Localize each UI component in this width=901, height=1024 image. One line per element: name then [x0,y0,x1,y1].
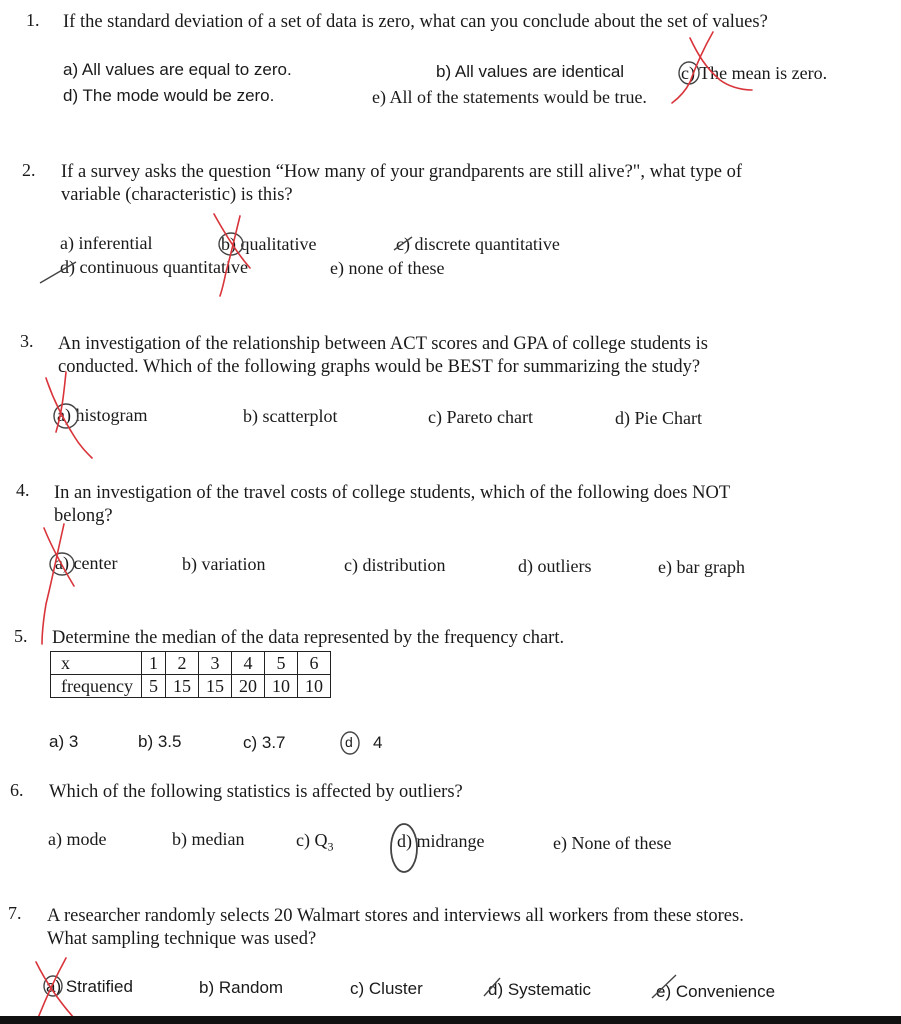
option-e[interactable]: e) none of these [330,258,445,278]
option-c[interactable]: c) distribution [344,555,446,575]
frequency-table [50,651,331,698]
option-c-prefix: c) Q [296,830,328,850]
question-number: 5. [14,626,28,646]
option-d-value[interactable]: 4 [373,733,383,752]
table-cell-label: x [51,652,142,675]
option-d[interactable]: d) Systematic [488,980,591,999]
option-c[interactable] [296,830,333,855]
bottom-edge-bar [0,1016,901,1024]
red-x-q2 [214,214,250,296]
option-d[interactable]: d) continuous quantitative [60,257,248,277]
table-cell-label: frequency [51,675,142,698]
option-d[interactable]: d) Pie Chart [615,408,702,428]
option-e[interactable]: e) bar graph [658,557,745,577]
option-b[interactable]: b) variation [182,554,266,574]
option-c-subscript: 3 [327,839,334,854]
option-c[interactable]: c) The mean is zero. [681,63,828,83]
question-number: 1. [26,10,40,30]
option-e[interactable]: e) All of the statements would be true. [372,87,647,107]
option-a[interactable]: a) center [55,553,118,573]
option-d[interactable]: d) midrange [397,831,485,851]
question-text-line-1: An investigation of the relationship between ACT scores and GPA of college students is [58,334,708,354]
option-c[interactable]: c) 3.7 [243,733,286,752]
table-cell: 10 [297,675,330,698]
question-number: 3. [20,331,34,351]
option-a[interactable]: a) histogram [57,405,148,425]
question-number: 4. [16,480,30,500]
option-a[interactable]: a) inferential [60,233,153,253]
question-text-line-1: If a survey asks the question “How many of your grandparents are still alive?", what type of [61,162,743,182]
table-cell: 10 [264,675,297,698]
option-d[interactable]: d) outliers [518,556,592,576]
table-cell: 2 [165,652,198,675]
question-number: 6. [10,780,24,800]
question-text-line-2: conducted. Which of the following graphs would be BEST for summarizing the study? [58,357,701,377]
option-c[interactable]: c) Cluster [350,979,423,998]
option-a[interactable]: a) Stratified [46,977,133,996]
option-b[interactable]: b) scatterplot [243,406,338,426]
table-cell: 5 [141,675,165,698]
table-cell: 4 [231,652,264,675]
table-cell: 3 [198,652,231,675]
option-d[interactable]: d) The mode would be zero. [63,86,275,105]
question-text-line-2: belong? [54,506,113,526]
option-d-letter[interactable]: d [345,734,353,750]
option-a[interactable]: a) 3 [49,732,79,751]
table-cell: 1 [141,652,165,675]
table-row-frequency [51,675,331,698]
red-x-q4 [42,524,74,644]
table-cell: 20 [231,675,264,698]
option-e[interactable]: e) None of these [553,833,672,853]
question-text: Determine the median of the data represented by the frequency chart. [52,628,565,648]
option-b[interactable]: b) median [172,829,245,849]
option-a[interactable]: a) All values are equal to zero. [63,60,292,79]
table-cell: 5 [264,652,297,675]
question-text-line-1: In an investigation of the travel costs of college students, which of the following does NOT [54,483,731,503]
question-text-line-2: variable (characteristic) is this? [61,185,293,205]
option-b[interactable]: b) qualitative [221,234,317,254]
table-cell: 6 [297,652,330,675]
question-text-line-2: What sampling technique was used? [47,929,317,949]
question-text-line-1: A researcher randomly selects 20 Walmart stores and interviews all workers from these stores. [47,906,744,926]
option-b[interactable]: b) All values are identical [436,62,625,81]
question-number: 2. [22,160,36,180]
question-number: 7. [8,903,22,923]
option-b[interactable]: b) 3.5 [138,732,182,751]
question-text: Which of the following statistics is affected by outliers? [49,782,463,802]
table-row-x [51,652,331,675]
table-cell: 15 [198,675,231,698]
question-text: If the standard deviation of a set of data is zero, what can you conclude about the set of values? [63,12,768,32]
option-c[interactable]: c) Pareto chart [428,407,533,427]
option-e[interactable]: e) Convenience [656,982,776,1001]
option-a[interactable]: a) mode [48,829,107,849]
option-b[interactable]: b) Random [199,978,284,997]
option-c[interactable]: c) discrete quantitative [396,234,560,254]
table-cell: 15 [165,675,198,698]
